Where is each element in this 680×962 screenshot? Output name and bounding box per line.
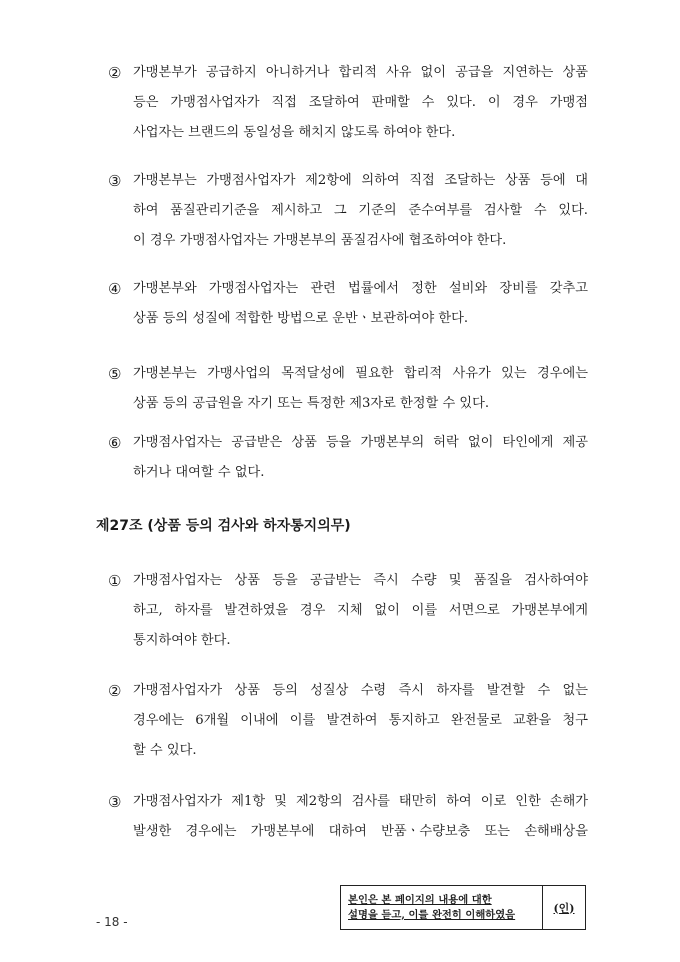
clause-line: 가맹점사업자가 제1항 및 제2항의 검사를 태만히 하여 이로 인한 손해가 [133,794,588,809]
confirmation-line: 설명을 듣고, 이를 완전히 이해하였음 [348,908,516,921]
clause-line: 하고, 하자를 발견하였을 경우 지체 없이 이를 서면으로 가맹본부에게 [133,603,588,618]
clause-line: 하거나 대여할 수 없다. [133,465,265,480]
clause-line: 발생한 경우에는 가맹본부에 대하여 반품ㆍ수량보충 또는 손해배상을 [133,824,588,839]
clause-number: ④ [108,280,122,298]
clause-line: 하여 품질관리기준을 제시하고 그 기준의 준수여부를 검사할 수 있다. [133,203,588,218]
seal-mark [543,886,585,929]
clause-paragraph [108,566,588,656]
clause-paragraph [108,428,588,488]
clause-line: 가맹점사업자가 상품 등의 성질상 수령 즉시 하자를 발견할 수 없는 [133,683,588,698]
clause-number: ② [108,682,122,700]
confirmation-text [341,886,543,929]
clause-number: ② [108,64,122,82]
clause-line: 경우에는 6개월 이내에 이를 발견하여 통지하고 완전물로 교환을 청구 [133,713,588,728]
confirmation-line: 본인은 본 페이지의 내용에 대한 [348,893,492,906]
clause-number: ① [108,572,122,590]
clause-line: 할 수 있다. [133,743,197,758]
clause-line: 통지하여야 한다. [133,633,231,648]
clause-paragraph [108,58,588,148]
confirmation-box [340,885,586,930]
clause-number: ③ [108,793,122,811]
clause-line: 사업자는 브랜드의 동일성을 해치지 않도록 하여야 한다. [133,125,456,140]
clause-line: 가맹점사업자는 공급받은 상품 등을 가맹본부의 허락 없이 타인에게 제공 [133,435,588,450]
clause-number: ⑤ [108,365,122,383]
article-heading: 제27조 (상품 등의 검사와 하자통지의무) [96,518,351,534]
clause-line: 가맹본부는 가맹점사업자가 제2항에 의하여 직접 조달하는 상품 등에 대 [133,173,588,188]
clause-line: 이 경우 가맹점사업자는 가맹본부의 품질검사에 협조하여야 한다. [133,233,507,248]
clause-paragraph [108,359,588,419]
clause-line: 등은 가맹점사업자가 직접 조달하여 판매할 수 있다. 이 경우 가맹점 [133,95,588,110]
clause-paragraph [108,676,588,766]
clause-paragraph [108,787,588,847]
clause-line: 가맹본부와 가맹점사업자는 관련 법률에서 정한 설비와 장비를 갖추고 [133,281,588,296]
clause-paragraph [108,274,588,334]
clause-line: 상품 등의 공급원을 자기 또는 특정한 제3자로 한정할 수 있다. [133,396,490,411]
clause-line: 가맹본부가 공급하지 아니하거나 합리적 사유 없이 공급을 지연하는 상품 [133,65,588,80]
clause-line: 상품 등의 성질에 적합한 방법으로 운반ㆍ보관하여야 한다. [133,311,469,326]
clause-number: ⑥ [108,434,122,452]
clause-number: ③ [108,172,122,190]
clause-line: 가맹점사업자는 상품 등을 공급받는 즉시 수량 및 품질을 검사하여야 [133,573,588,588]
clause-paragraph [108,166,588,256]
clause-line: 가맹본부는 가맹사업의 목적달성에 필요한 합리적 사유가 있는 경우에는 [133,366,588,381]
page-number: - 18 - [96,915,128,929]
seal-label: (인) [553,901,575,915]
